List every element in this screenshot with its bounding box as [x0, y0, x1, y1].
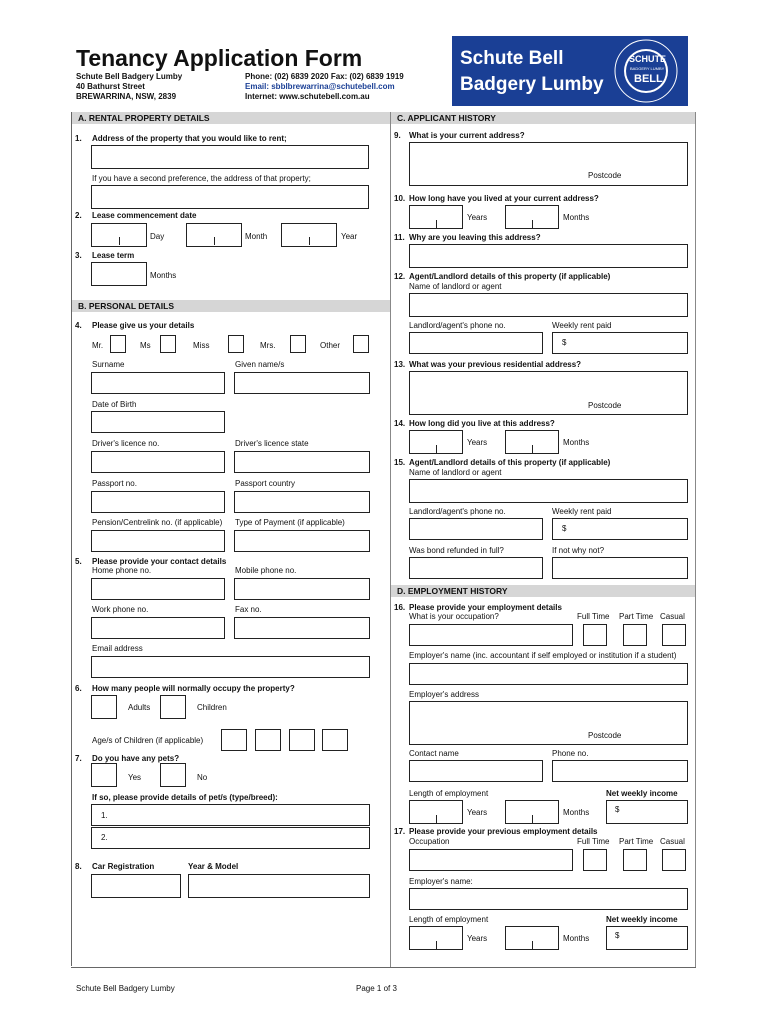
q9-number: 9. [394, 131, 401, 140]
licence-label: Driver's licence no. [92, 439, 160, 448]
lease-term-months-label: Months [150, 271, 177, 280]
current-address-input[interactable] [409, 142, 688, 186]
q3-label: Lease term [92, 251, 135, 260]
prev-length-months-label: Months [563, 934, 590, 943]
logo-line1: Schute Bell [460, 48, 564, 69]
q1-label: Address of the property that you would like to rent; [92, 134, 287, 143]
second-preference-label: If you have a second preference, the address of that property; [92, 174, 311, 183]
current-years-input[interactable] [409, 205, 463, 229]
q16-number: 16. [394, 603, 406, 612]
current-length-years-input[interactable] [409, 800, 463, 824]
previous-weekly-rent-label: Weekly rent paid [552, 507, 612, 516]
company-logo [452, 36, 688, 106]
home-phone-label: Home phone no. [92, 566, 152, 575]
prev-full-time-checkbox[interactable] [583, 849, 607, 871]
page-number: Page 1 of 3 [356, 984, 397, 993]
work-phone-label: Work phone no. [92, 605, 149, 614]
current-months-input[interactable] [505, 205, 559, 229]
q17-number: 17. [394, 827, 406, 836]
passport-country-input[interactable] [234, 491, 370, 513]
column-divider [390, 112, 391, 968]
previous-years-label: Years [467, 438, 488, 447]
passport-label: Passport no. [92, 479, 137, 488]
prev-occupation-input[interactable] [409, 849, 573, 871]
prev-length-years-label: Years [467, 934, 488, 943]
child-age-input-2[interactable] [255, 729, 281, 751]
q7-label: Do you have any pets? [92, 754, 180, 763]
current-years-label: Years [467, 213, 488, 222]
pets-yes-label: Yes [128, 773, 142, 782]
footer-agency: Schute Bell Badgery Lumby [76, 984, 175, 993]
car-registration-input[interactable] [91, 874, 181, 898]
adults-input[interactable] [91, 695, 117, 719]
q3-number: 3. [75, 251, 82, 260]
year-label: Year [341, 232, 358, 241]
mobile-label: Mobile phone no. [235, 566, 297, 575]
seal-top: SCHUTE [629, 54, 667, 64]
current-length-months-label: Months [563, 808, 590, 817]
q12-label: Agent/Landlord details of this property (if applicable) [409, 272, 611, 281]
contact-phone-input[interactable] [552, 760, 688, 782]
q6-label: How many people will normally occupy the property? [92, 684, 295, 693]
child-age-input-1[interactable] [221, 729, 247, 751]
q15-number: 15. [394, 458, 406, 467]
bond-refunded-input[interactable] [409, 557, 543, 579]
pets-no-label: No [197, 773, 208, 782]
licence-input[interactable] [91, 451, 225, 473]
title-other-label: Other [320, 341, 341, 350]
current-rent-dollar: $ [562, 338, 567, 347]
if-not-why-label: If not why not? [552, 546, 605, 555]
q7-number: 7. [75, 754, 82, 763]
section-b-header: B. PERSONAL DETAILS [72, 300, 390, 312]
prev-employer-name-label: Employer's name: [409, 877, 473, 886]
current-weekly-rent-input[interactable] [552, 332, 688, 354]
q9-label: What is your current address? [409, 131, 525, 140]
current-weekly-rent-label: Weekly rent paid [552, 321, 612, 330]
pension-label: Pension/Centrelink no. (if applicable) [92, 518, 223, 527]
employer-name-note: Employer's name (inc. accountant if self employed or institution if a student) [409, 651, 677, 660]
contact-phone-label: Phone no. [552, 749, 589, 758]
pets-detail-label: If so, please provide details of pet/s (type/breed): [92, 793, 278, 802]
current-length-months-input[interactable] [505, 800, 559, 824]
leaving-reason-input[interactable] [409, 244, 688, 268]
prev-employer-name-input[interactable] [409, 888, 688, 910]
previous-landlord-phone-label: Landlord/agent's phone no. [409, 507, 506, 516]
month-label: Month [245, 232, 268, 241]
previous-years-input[interactable] [409, 430, 463, 454]
agency-town: BREWARRINA, NSW, 2839 [76, 92, 177, 101]
previous-postcode-label: Postcode [588, 401, 622, 410]
employer-name-input[interactable] [409, 663, 688, 685]
q10-number: 10. [394, 194, 406, 203]
casual-label: Casual [660, 612, 685, 621]
agency-phone: Phone: (02) 6839 2020 Fax: (02) 6839 1919 [245, 72, 404, 81]
seal-mid: BADGERY LUMBY [630, 66, 665, 71]
employer-address-label: Employer's address [409, 690, 479, 699]
previous-rent-dollar: $ [562, 524, 567, 533]
previous-landlord-phone-input[interactable] [409, 518, 543, 540]
contact-name-input[interactable] [409, 760, 543, 782]
q11-number: 11. [394, 233, 405, 242]
prev-length-months-input[interactable] [505, 926, 559, 950]
q2-number: 2. [75, 211, 82, 220]
current-income-dollar: $ [615, 805, 620, 814]
pet-1-number: 1. [101, 811, 108, 820]
logo-seal-icon [612, 38, 680, 104]
current-length-years-label: Years [467, 808, 488, 817]
pet-2-number: 2. [101, 833, 108, 842]
prev-net-income-label: Net weekly income [606, 915, 678, 924]
licence-state-label: Driver's licence state [235, 439, 309, 448]
bond-refunded-label: Was bond refunded in full? [409, 546, 504, 555]
adults-label: Adults [128, 703, 151, 712]
email-input[interactable] [91, 656, 370, 678]
prev-occupation-label: Occupation [409, 837, 450, 846]
prev-length-years-input[interactable] [409, 926, 463, 950]
q16-label: Please provide your employment details [409, 603, 562, 612]
q14-label: How long did you live at this address? [409, 419, 555, 428]
q1-number: 1. [75, 134, 82, 143]
surname-label: Surname [92, 360, 125, 369]
payment-type-input[interactable] [234, 530, 370, 552]
section-a-header: A. RENTAL PROPERTY DETAILS [72, 112, 390, 124]
year-model-input[interactable] [188, 874, 370, 898]
bottom-rule [71, 967, 696, 968]
previous-address-input[interactable] [409, 371, 688, 415]
q2-label: Lease commencement date [92, 211, 197, 220]
agency-email: Email: sbblbrewarrina@schutebell.com [245, 82, 395, 91]
payment-type-label: Type of Payment (if applicable) [235, 518, 345, 527]
q17-label: Please provide your previous employment details [409, 827, 598, 836]
contact-name-label: Contact name [409, 749, 459, 758]
prev-income-dollar: $ [615, 931, 620, 940]
q5-number: 5. [75, 557, 82, 566]
pet-2-input[interactable] [91, 827, 370, 849]
agency-internet: Internet: www.schutebell.com.au [245, 92, 370, 101]
second-address-input[interactable] [91, 185, 369, 209]
form-title: Tenancy Application Form [76, 45, 363, 71]
day-label: Day [150, 232, 165, 241]
current-months-label: Months [563, 213, 590, 222]
lease-month-input[interactable] [186, 223, 242, 247]
full-time-checkbox[interactable] [583, 624, 607, 646]
occupation-input[interactable] [409, 624, 573, 646]
passport-country-label: Passport country [235, 479, 296, 488]
lease-year-input[interactable] [281, 223, 337, 247]
agency-name: Schute Bell Badgery Lumby [76, 72, 183, 81]
dob-label: Date of Birth [92, 400, 137, 409]
previous-months-label: Months [563, 438, 590, 447]
mobile-input[interactable] [234, 578, 370, 600]
previous-months-input[interactable] [505, 430, 559, 454]
fax-label: Fax no. [235, 605, 262, 614]
casual-checkbox[interactable] [662, 624, 686, 646]
prev-full-time-label: Full Time [577, 837, 610, 846]
fax-input[interactable] [234, 617, 370, 639]
work-phone-input[interactable] [91, 617, 225, 639]
pet-1-input[interactable] [91, 804, 370, 826]
child-age-input-4[interactable] [322, 729, 348, 751]
surname-input[interactable] [91, 372, 225, 394]
rental-address-input[interactable] [91, 145, 369, 169]
dob-input[interactable] [91, 411, 225, 433]
part-time-checkbox[interactable] [623, 624, 647, 646]
title-miss-label: Miss [193, 341, 210, 350]
occupation-question: What is your occupation? [409, 612, 499, 621]
q11-label: Why are you leaving this address? [409, 233, 541, 242]
q13-number: 13. [394, 360, 406, 369]
previous-landlord-name-input[interactable] [409, 479, 688, 503]
licence-state-input[interactable] [234, 451, 370, 473]
title-mrs-label: Mrs. [260, 341, 276, 350]
q12-number: 12. [394, 272, 406, 281]
passport-input[interactable] [91, 491, 225, 513]
given-name-input[interactable] [234, 372, 370, 394]
previous-landlord-name-label: Name of landlord or agent [409, 468, 502, 477]
q14-number: 14. [394, 419, 406, 428]
title-mrs-checkbox[interactable] [290, 335, 306, 353]
q13-label: What was your previous residential address? [409, 360, 582, 369]
current-landlord-name-label: Name of landlord or agent [409, 282, 502, 291]
child-age-input-3[interactable] [289, 729, 315, 751]
title-mr-checkbox[interactable] [110, 335, 126, 353]
lease-term-input[interactable] [91, 262, 147, 286]
current-length-label: Length of employment [409, 789, 489, 798]
q4-number: 4. [75, 321, 82, 330]
title-ms-checkbox[interactable] [160, 335, 176, 353]
pension-input[interactable] [91, 530, 225, 552]
home-phone-input[interactable] [91, 578, 225, 600]
pets-yes-checkbox[interactable] [91, 763, 117, 787]
prev-casual-checkbox[interactable] [662, 849, 686, 871]
prev-length-label: Length of employment [409, 915, 489, 924]
full-time-label: Full Time [577, 612, 610, 621]
title-mr-label: Mr. [92, 341, 104, 350]
logo-line2: Badgery Lumby [460, 74, 604, 95]
section-d-header: D. EMPLOYMENT HISTORY [391, 585, 695, 597]
if-not-why-input[interactable] [552, 557, 688, 579]
child-ages-label: Age/s of Children (if applicable) [92, 736, 204, 745]
car-registration-label: Car Registration [92, 862, 155, 871]
given-name-label: Given name/s [235, 360, 285, 369]
current-landlord-phone-input[interactable] [409, 332, 543, 354]
q15-label: Agent/Landlord details of this property (if applicable) [409, 458, 611, 467]
title-other-checkbox[interactable] [353, 335, 369, 353]
current-postcode-label: Postcode [588, 171, 622, 180]
q6-number: 6. [75, 684, 82, 693]
section-c-header: C. APPLICANT HISTORY [391, 112, 695, 124]
employer-address-input[interactable] [409, 701, 688, 745]
seal-bottom: BELL [634, 73, 663, 85]
current-landlord-name-input[interactable] [409, 293, 688, 317]
prev-part-time-checkbox[interactable] [623, 849, 647, 871]
year-model-label: Year & Model [188, 862, 239, 871]
lease-day-input[interactable] [91, 223, 147, 247]
part-time-label: Part Time [619, 612, 654, 621]
email-label: Email address [92, 644, 143, 653]
title-miss-checkbox[interactable] [228, 335, 244, 353]
q8-number: 8. [75, 862, 82, 871]
pets-no-checkbox[interactable] [160, 763, 186, 787]
title-ms-label: Ms [140, 341, 151, 350]
prev-casual-label: Casual [660, 837, 685, 846]
previous-weekly-rent-input[interactable] [552, 518, 688, 540]
employer-postcode-label: Postcode [588, 731, 622, 740]
agency-street: 40 Bathurst Street [76, 82, 145, 91]
prev-part-time-label: Part Time [619, 837, 654, 846]
current-landlord-phone-label: Landlord/agent's phone no. [409, 321, 506, 330]
right-column-edge [695, 112, 696, 968]
children-input[interactable] [160, 695, 186, 719]
children-label: Children [197, 703, 227, 712]
q10-label: How long have you lived at your current address? [409, 194, 599, 203]
q4-label: Please give us your details [92, 321, 195, 330]
current-net-income-label: Net weekly income [606, 789, 678, 798]
q5-label: Please provide your contact details [92, 557, 227, 566]
